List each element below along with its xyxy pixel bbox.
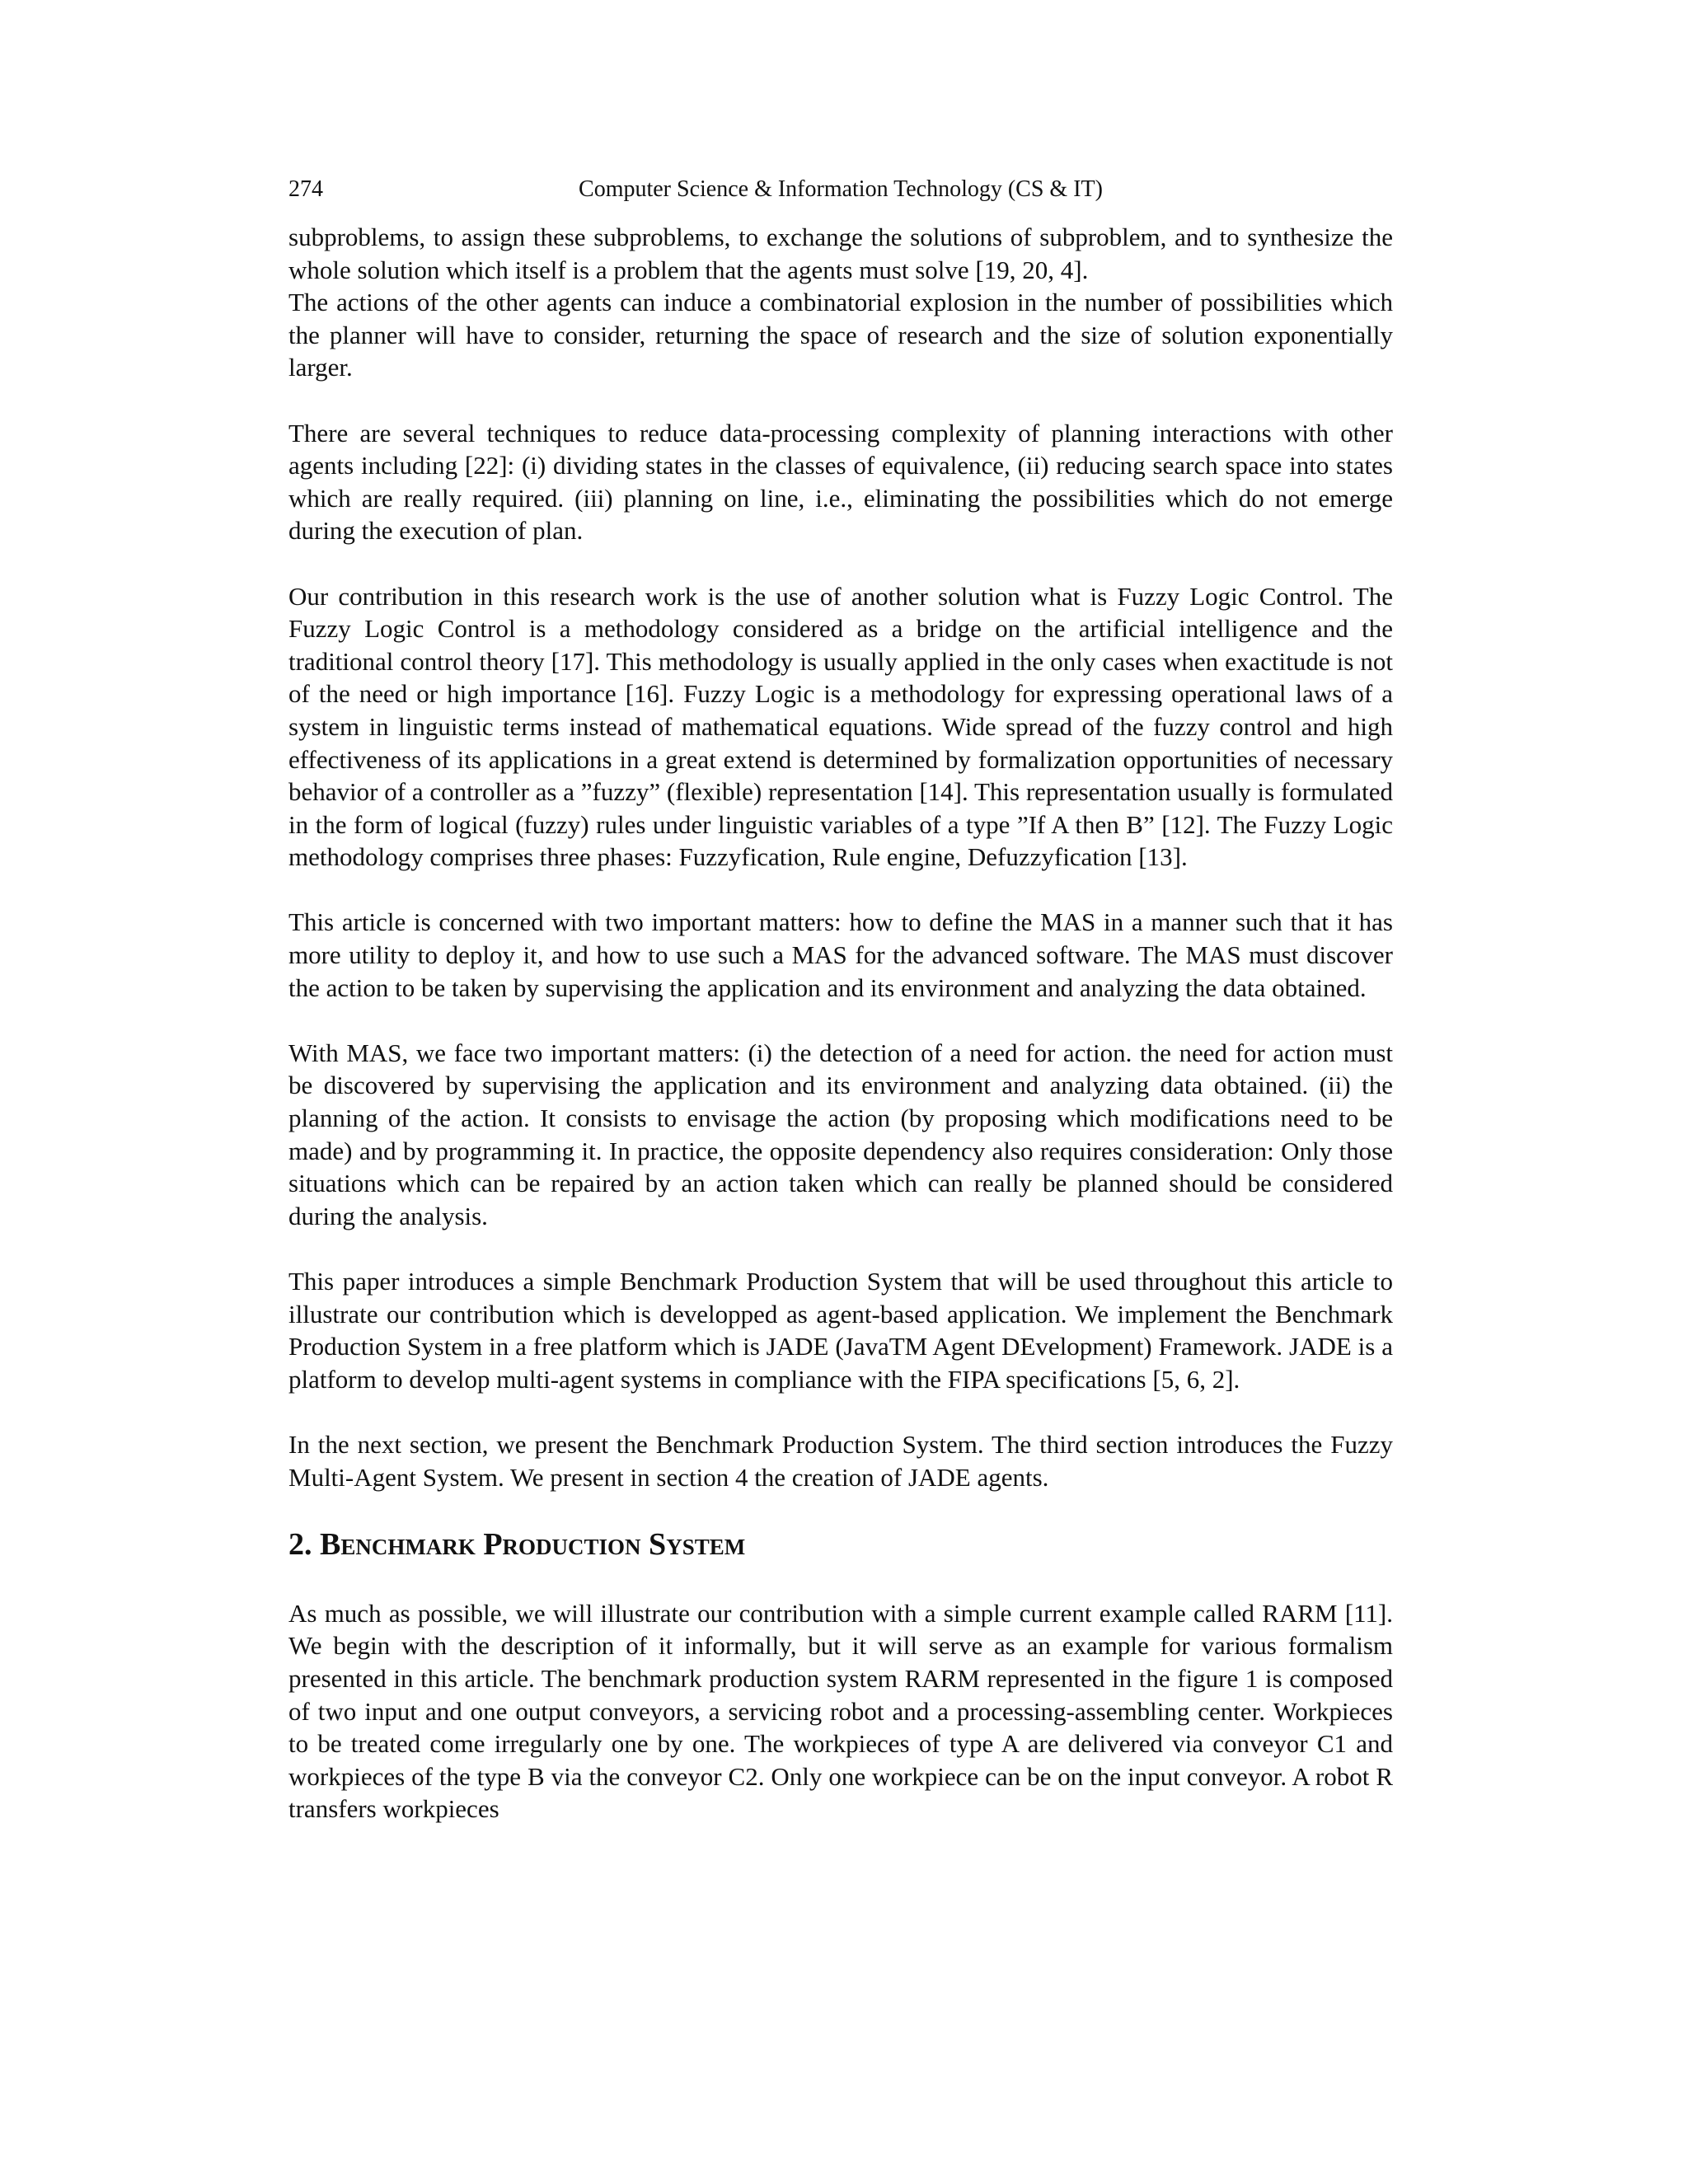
page-header (288, 173, 1393, 206)
page-body (288, 221, 1393, 1825)
body-paragraph: With MAS, we face two important matters: (i) the detection of a need for action. the need for action must be discovered by supervising the application and its environment and analyzing data obtained. (ii) the planning of the action. It consists to envisage the action (by proposing which modifications need to be made) and by programming it. In practice, the opposite dependency also requires consideration: Only those situations which can be repaired by an action taken which can really be planned should be considered during the analysis. (288, 1038, 1393, 1230)
section-heading: 2. Benchmark Production System (288, 1526, 746, 1562)
running-title: Computer Science & Information Technology (CS & IT) (579, 176, 1103, 202)
body-paragraph: In the next section, we present the Benchmark Production System. The third section introduces the Fuzzy Multi-Agent System. We present in section 4 the creation of JADE agents. (288, 1429, 1393, 1492)
body-paragraph: Our contribution in this research work is the use of another solution what is Fuzzy Logic Control. The Fuzzy Logic Control is a methodology considered as a bridge on the artificial intelligence and the traditional control theory [17]. This methodology is usually applied in the only cases when exactitude is not of the need or high importance [16]. Fuzzy Logic is a methodology for expressing operational laws of a system in linguistic terms instead of mathematical equations. Wide spread of the fuzzy control and high effectiveness of its applications in a great extend is determined by formalization opportunities of necessary behavior of a controller as a ”fuzzy” (flexible) representation [14]. This representation usually is formulated in the form of logical (fuzzy) rules under linguistic variables of a type ”If A then B” [12]. The Fuzzy Logic methodology comprises three phases: Fuzzyfication, Rule engine, Defuzzyfication [13]. (288, 581, 1393, 872)
body-paragraph: This article is concerned with two important matters: how to define the MAS in a manner such that it has more utility to deploy it, and how to use such a MAS for the advanced software. The MAS must discover the action to be taken by supervising the application and its environment and analyzing the data obtained. (288, 907, 1393, 1002)
body-paragraph: The actions of the other agents can induce a combinatorial explosion in the number of possibilities which the planner will have to consider, returning the space of research and the size of solution exponentially larger. (288, 288, 1393, 382)
section-paragraph: As much as possible, we will illustrate our contribution with a simple current example called RARM [11]. We begin with the description of it informally, but it will serve as an example for various formalism presented in this article. The benchmark production system RARM represented in the figure 1 is composed of two input and one output conveyors, a servicing robot and a processing-assembling center. Workpieces to be treated come irregularly one by one. The workpieces of type A are delivered via conveyor C1 and workpieces of the type B via the conveyor C2. Only one workpiece can be on the input conveyor. A robot R transfers workpieces (288, 1598, 1393, 1824)
body-paragraph: This paper introduces a simple Benchmark Production System that will be used throughout this article to illustrate our contribution which is developped as agent-based application. We implement the Benchmark Production System in a free platform which is JADE (JavaTM Agent DEvelopment) Framework. JADE is a platform to develop multi-agent systems in compliance with the FIPA specifications [5, 6, 2]. (288, 1267, 1393, 1394)
page-number: 274 (288, 176, 323, 202)
body-paragraph: subproblems, to assign these subproblems, to exchange the solutions of subproblem, and to synthesize the whole solution which itself is a problem that the agents must solve [19, 20, 4]. (288, 223, 1393, 284)
body-paragraph: There are several techniques to reduce data-processing complexity of planning interactions with other agents including [22]: (i) dividing states in the classes of equivalence, (ii) reducing search space into states which are really required. (iii) planning on line, i.e., eliminating the possibilities which do not emerge during the execution of plan. (288, 418, 1393, 546)
